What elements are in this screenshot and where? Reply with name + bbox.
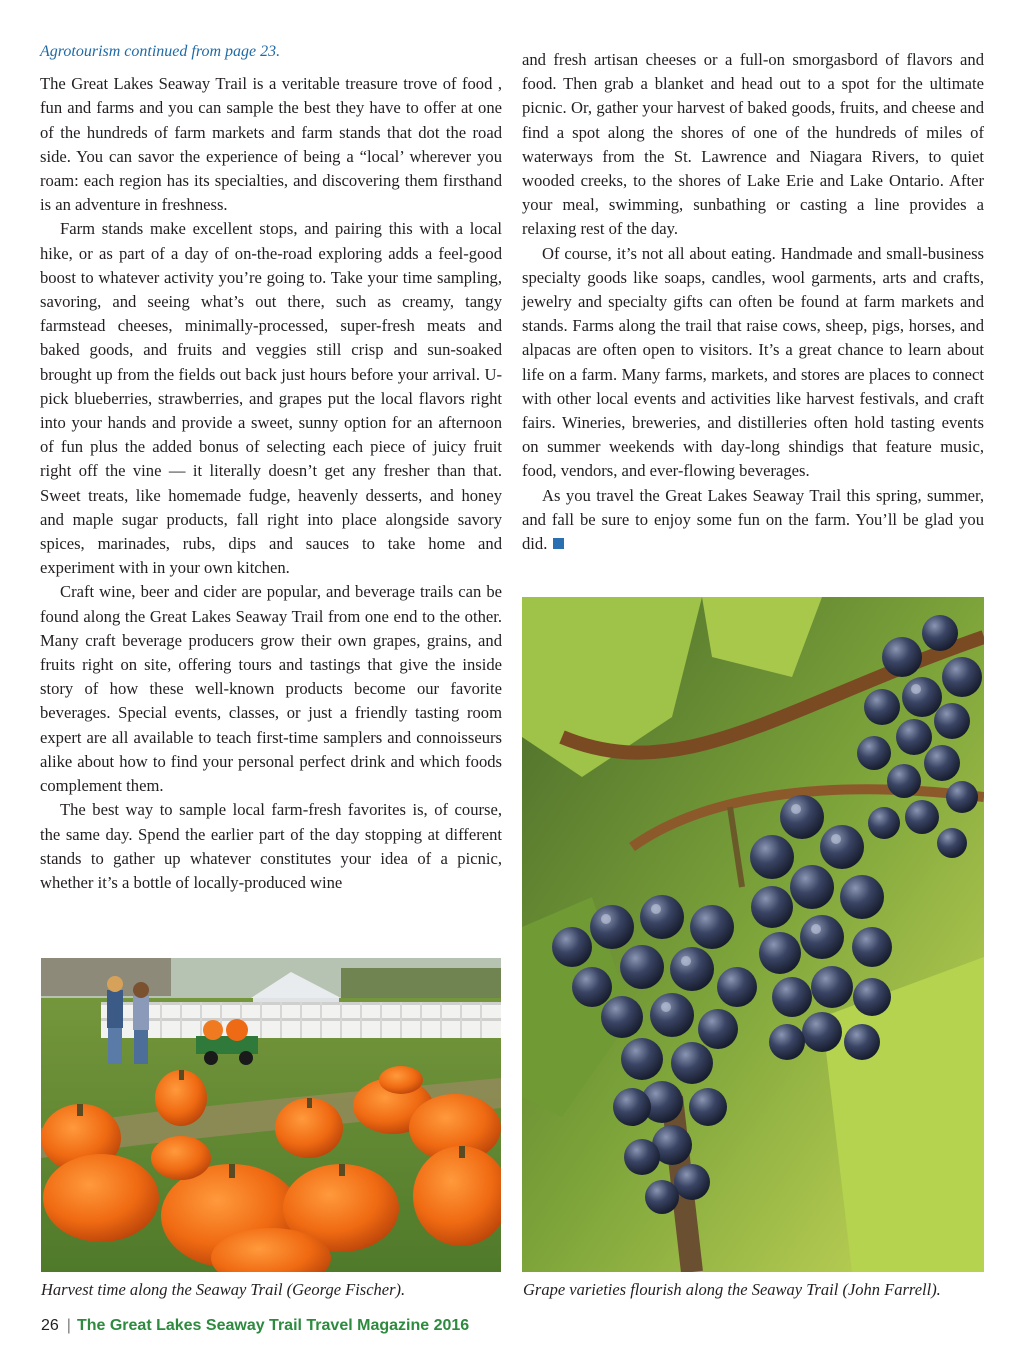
paragraph: Of course, it’s not all about eating. Handmade and small-business specialty goods like soaps, candles, wool garments, arts and crafts, jewelry and specialty gifts can often be found at farm markets and stands. Farms along the trail that raise cows, sheep, pigs, horses, and alpacas are often open to visitors. It’s a great chance to learn about life on a farm. Many farms, markets, and stores are places to connect with other local events and activities like harvest festivals, and craft fairs. Wineries, breweries, and distilleries often hold tasting events on summer weekends with day-long shindigs that feature music, food, vendors, and ever-flowing beverages. (522, 243, 984, 481)
footer-separator: | (66, 1317, 71, 1334)
grape-photo-caption: Grape varieties flourish along the Seaway Trail (John Farrell). (523, 1280, 941, 1299)
pumpkin-patch-photo (41, 958, 501, 1272)
grape-vine-photo (522, 597, 984, 1272)
page-number: 26 (41, 1317, 59, 1334)
paragraph-last (522, 484, 984, 557)
paragraph: and fresh artisan cheeses or a full-on smorgasbord of flavors and food. Then grab a blanket and head out to a spot for the ultimate picnic. Or, gather your harvest of baked goods, fruits, and cheese and find a spot along the shores of one of the hundreds of miles of waterways from the St. Lawrence and Niagara Rivers, to quiet wooded creeks, to the shores of Lake Erie and Lake Ontario. After your meal, swimming, sunbathing or casting a line provides a relaxing rest of the day. (522, 50, 984, 239)
left-text-column (40, 40, 502, 895)
paragraph: Craft wine, beer and cider are popular, and beverage trails can be found along the Great Lakes Seaway Trail from one end to the other. Many craft beverage producers grow their own grapes, grains, and fruits right on site, offering tours and tastings that give the inside story of how these well-known products become our favorite beverages. Special events, classes, or just a friendly tasting room expert are all available to teach first-time samplers and connoisseurs alike about how to find your personal perfect drink and which foods complement them. (40, 582, 502, 796)
publication-title: The Great Lakes Seaway Trail Travel Magazine 2016 (76, 1317, 470, 1334)
end-of-article-mark (553, 538, 564, 549)
paragraph: The Great Lakes Seaway Trail is a veritable treasure trove of food , fun and farms and you can sample the best they have to offer at one of the hundreds of farm markets and farm stands that dot the road side. You can savor the experience of being a “local’ wherever you roam: each region has its specialties, and discovering them firsthand is an adventure in freshness. (40, 74, 502, 215)
right-text-column (522, 48, 984, 556)
paragraph: The best way to sample local farm-fresh favorites is, of course, the same day. Spend the earlier part of the day stopping at different stands to gather up whatever constitutes your idea of a picnic, whether it’s a bottle of locally-produced wine (40, 800, 502, 892)
paragraph: Farm stands make excellent stops, and pairing this with a local hike, or as part of a day of on-the-road exploring adds a feel-good boost to whatever activity you’re going to. Take your time sampling, savoring, and seeing what’s out there, such as creamy, tangy farmstead cheeses, minimally-processed, super-fresh meats and baked goods, and fruits and veggies still crisp and sun-soaked brought up from the fields out back just hours before your arrival. U-pick blueberries, strawberries, and grapes put the local flavors right into your hands and provide a sweet, sunny option for an afternoon of fun plus the added bonus of selecting each piece of juicy fruit right off the vine — it literally doesn’t get any fresher than that. Sweet treats, like homemade fudge, heavenly desserts, and honey and maple sugar products, fall right into place alongside savory spices, marinades, rubs, dips and sauces to take home and experiment with in your own kitchen. (40, 219, 502, 578)
paragraph-text: As you travel the Great Lakes Seaway Trail this spring, summer, and fall be sure to enjoy some fun on the farm. You’ll be glad you did. (522, 485, 984, 554)
pumpkin-photo-caption: Harvest time along the Seaway Trail (George Fischer). (41, 1280, 406, 1299)
page-footer (41, 1317, 469, 1335)
continued-note: Agrotourism continued from page 23. (40, 43, 281, 60)
